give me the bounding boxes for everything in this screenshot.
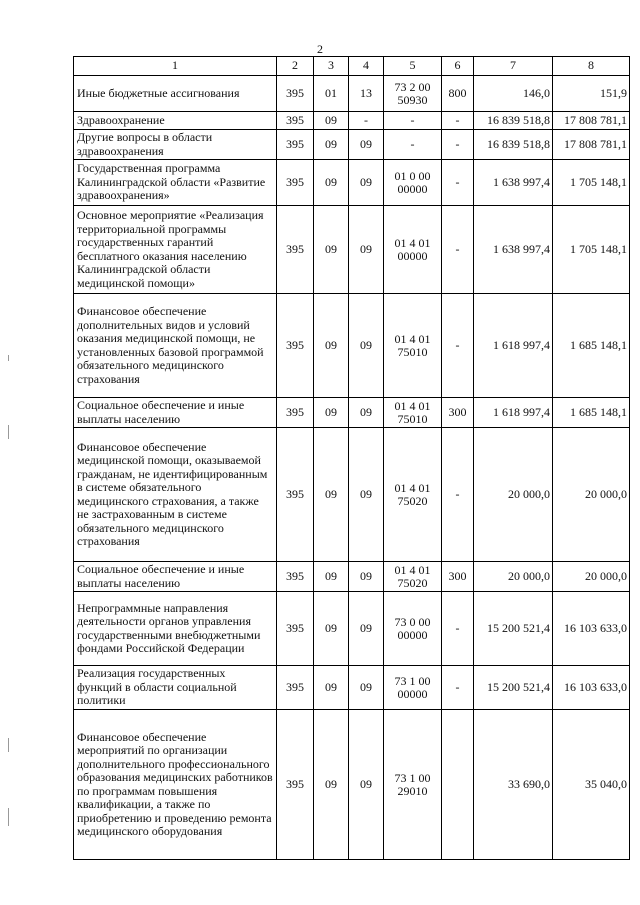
cell-expense-type: - <box>442 112 474 130</box>
cell-target <box>384 76 442 112</box>
cell-admin: 395 <box>277 666 314 710</box>
cell-expense-type: - <box>442 428 474 562</box>
cell-expense-type <box>442 710 474 860</box>
target-code-line2: 00000 <box>397 686 428 701</box>
cell-subsection: 09 <box>349 666 384 710</box>
cell-amount-1: 15 200 521,4 <box>474 592 553 666</box>
target-code-line1: 01 0 00 <box>394 168 431 183</box>
cell-amount-1: 1 618 997,4 <box>474 398 553 428</box>
cell-target <box>384 398 442 428</box>
cell-admin: 395 <box>277 112 314 130</box>
cell-admin: 395 <box>277 428 314 562</box>
cell-target <box>384 666 442 710</box>
cell-amount-2: 1 705 148,1 <box>553 206 630 294</box>
cell-section: 09 <box>314 592 349 666</box>
cell-amount-2: 1 685 148,1 <box>553 398 630 428</box>
target-code-line1: - <box>410 113 415 127</box>
cell-expense-type: 800 <box>442 76 474 112</box>
cell-amount-1: 33 690,0 <box>474 710 553 860</box>
cell-name: Финансовое обеспечение мероприятий по организации дополнительного профессионального образования медицинских работников по программам повышения квалификации, а также по приобретению и проведению ремонта медицинского оборудования <box>74 710 277 860</box>
target-code-line2: 29010 <box>397 783 428 798</box>
cell-amount-1: 146,0 <box>474 76 553 112</box>
cell-name: Здравоохранение <box>74 112 277 130</box>
header-cell: 1 <box>74 57 277 76</box>
header-cell: 3 <box>314 57 349 76</box>
cell-section: 09 <box>314 160 349 206</box>
table-row <box>74 562 630 592</box>
target-code-line2: 00000 <box>397 181 428 196</box>
table-row <box>74 76 630 112</box>
cell-amount-1: 1 638 997,4 <box>474 206 553 294</box>
cell-expense-type: 300 <box>442 398 474 428</box>
cell-amount-2: 16 103 633,0 <box>553 592 630 666</box>
cell-section: 09 <box>314 562 349 592</box>
cell-name: Непрограммные направления деятельности органов управления государственными внебюджетными фондами Российской Федерации <box>74 592 277 666</box>
budget-table <box>73 56 630 860</box>
cell-subsection: 09 <box>349 710 384 860</box>
cell-expense-type: - <box>442 666 474 710</box>
target-code-line1: 01 4 01 <box>394 480 431 495</box>
cell-name: Другие вопросы в области здравоохранения <box>74 130 277 160</box>
cell-amount-1: 16 839 518,8 <box>474 130 553 160</box>
cell-name: Основное мероприятие «Реализация территориальной программы государственных гарантий бесплатного оказания населению Калининградской области медицинской помощи» <box>74 206 277 294</box>
cell-subsection: 09 <box>349 294 384 398</box>
cell-amount-2: 1 685 148,1 <box>553 294 630 398</box>
cell-target <box>384 592 442 666</box>
target-code-line1: 73 2 00 <box>394 79 431 94</box>
cell-target <box>384 112 442 130</box>
cell-subsection: 09 <box>349 130 384 160</box>
margin-mark <box>8 808 9 826</box>
header-cell: 4 <box>349 57 384 76</box>
cell-amount-1: 15 200 521,4 <box>474 666 553 710</box>
cell-amount-1: 1 618 997,4 <box>474 294 553 398</box>
header-cell: 8 <box>553 57 630 76</box>
margin-mark <box>8 738 9 752</box>
cell-section: 09 <box>314 294 349 398</box>
cell-subsection: 09 <box>349 562 384 592</box>
cell-amount-2: 151,9 <box>553 76 630 112</box>
table-row <box>74 398 630 428</box>
target-code-line2: 75010 <box>397 411 428 426</box>
cell-target <box>384 160 442 206</box>
cell-section: 09 <box>314 206 349 294</box>
cell-admin: 395 <box>277 160 314 206</box>
table-row <box>74 710 630 860</box>
cell-expense-type: - <box>442 592 474 666</box>
cell-amount-2: 20 000,0 <box>553 562 630 592</box>
cell-admin: 395 <box>277 592 314 666</box>
target-code-line1: 01 4 01 <box>394 562 431 577</box>
header-cell: 2 <box>277 57 314 76</box>
cell-section: 09 <box>314 112 349 130</box>
cell-admin: 395 <box>277 130 314 160</box>
cell-name: Финансовое обеспечение дополнительных видов и условий оказания медицинской помощи, не установленных базовой программой обязательного медицинского страхования <box>74 294 277 398</box>
table-row <box>74 160 630 206</box>
cell-expense-type: - <box>442 130 474 160</box>
cell-name: Реализация государственных функций в области социальной политики <box>74 666 277 710</box>
header-cell: 7 <box>474 57 553 76</box>
header-row <box>74 57 630 76</box>
table-row <box>74 294 630 398</box>
target-code-line1: 01 4 01 <box>394 331 431 346</box>
cell-admin: 395 <box>277 206 314 294</box>
table-row <box>74 666 630 710</box>
target-code-line1: - <box>410 137 415 151</box>
cell-target <box>384 130 442 160</box>
cell-subsection: 13 <box>349 76 384 112</box>
target-code-line2: 00000 <box>397 627 428 642</box>
table-row <box>74 130 630 160</box>
table-row <box>74 592 630 666</box>
cell-subsection: 09 <box>349 160 384 206</box>
cell-target <box>384 428 442 562</box>
cell-amount-2: 20 000,0 <box>553 428 630 562</box>
cell-target <box>384 294 442 398</box>
table-row <box>74 206 630 294</box>
cell-expense-type: - <box>442 294 474 398</box>
cell-amount-2: 1 705 148,1 <box>553 160 630 206</box>
cell-section: 09 <box>314 666 349 710</box>
target-code-line2: 75020 <box>397 575 428 590</box>
table-row <box>74 428 630 562</box>
cell-section: 01 <box>314 76 349 112</box>
cell-expense-type: - <box>442 160 474 206</box>
cell-amount-1: 20 000,0 <box>474 562 553 592</box>
cell-target <box>384 710 442 860</box>
cell-expense-type: 300 <box>442 562 474 592</box>
cell-amount-2: 35 040,0 <box>553 710 630 860</box>
cell-name: Иные бюджетные ассигнования <box>74 76 277 112</box>
cell-amount-2: 17 808 781,1 <box>553 112 630 130</box>
header-cell: 5 <box>384 57 442 76</box>
target-code-line1: 73 1 00 <box>394 770 431 785</box>
margin-mark <box>8 425 9 439</box>
cell-subsection: - <box>349 112 384 130</box>
cell-target <box>384 206 442 294</box>
cell-section: 09 <box>314 398 349 428</box>
table-row <box>74 112 630 130</box>
cell-amount-1: 16 839 518,8 <box>474 112 553 130</box>
cell-admin: 395 <box>277 294 314 398</box>
cell-name: Государственная программа Калининградской области «Развитие здравоохранения» <box>74 160 277 206</box>
cell-subsection: 09 <box>349 206 384 294</box>
cell-section: 09 <box>314 428 349 562</box>
cell-amount-1: 20 000,0 <box>474 428 553 562</box>
cell-name: Финансовое обеспечение медицинской помощи, оказываемой гражданам, не идентифицированным в системе обязательного медицинского страхования, а также не застрахованным в системе обязательного медицинского страхования <box>74 428 277 562</box>
page-number: 2 <box>317 42 323 56</box>
cell-admin: 395 <box>277 76 314 112</box>
cell-subsection: 09 <box>349 592 384 666</box>
cell-subsection: 09 <box>349 398 384 428</box>
target-code-line1: 73 0 00 <box>394 614 431 629</box>
target-code-line1: 01 4 01 <box>394 398 431 413</box>
cell-name: Социальное обеспечение и иные выплаты населению <box>74 398 277 428</box>
target-code-line2: 75010 <box>397 344 428 359</box>
target-code-line2: 50930 <box>397 92 428 107</box>
target-code-line2: 00000 <box>397 248 428 263</box>
cell-amount-2: 17 808 781,1 <box>553 130 630 160</box>
target-code-line1: 01 4 01 <box>394 235 431 250</box>
cell-amount-2: 16 103 633,0 <box>553 666 630 710</box>
target-code-line1: 73 1 00 <box>394 673 431 688</box>
cell-section: 09 <box>314 710 349 860</box>
cell-target <box>384 562 442 592</box>
cell-name: Социальное обеспечение и иные выплаты населению <box>74 562 277 592</box>
margin-mark <box>8 355 9 361</box>
cell-admin: 395 <box>277 562 314 592</box>
cell-section: 09 <box>314 130 349 160</box>
cell-amount-1: 1 638 997,4 <box>474 160 553 206</box>
cell-admin: 395 <box>277 710 314 860</box>
cell-expense-type: - <box>442 206 474 294</box>
header-cell: 6 <box>442 57 474 76</box>
cell-subsection: 09 <box>349 428 384 562</box>
target-code-line2: 75020 <box>397 493 428 508</box>
cell-admin: 395 <box>277 398 314 428</box>
